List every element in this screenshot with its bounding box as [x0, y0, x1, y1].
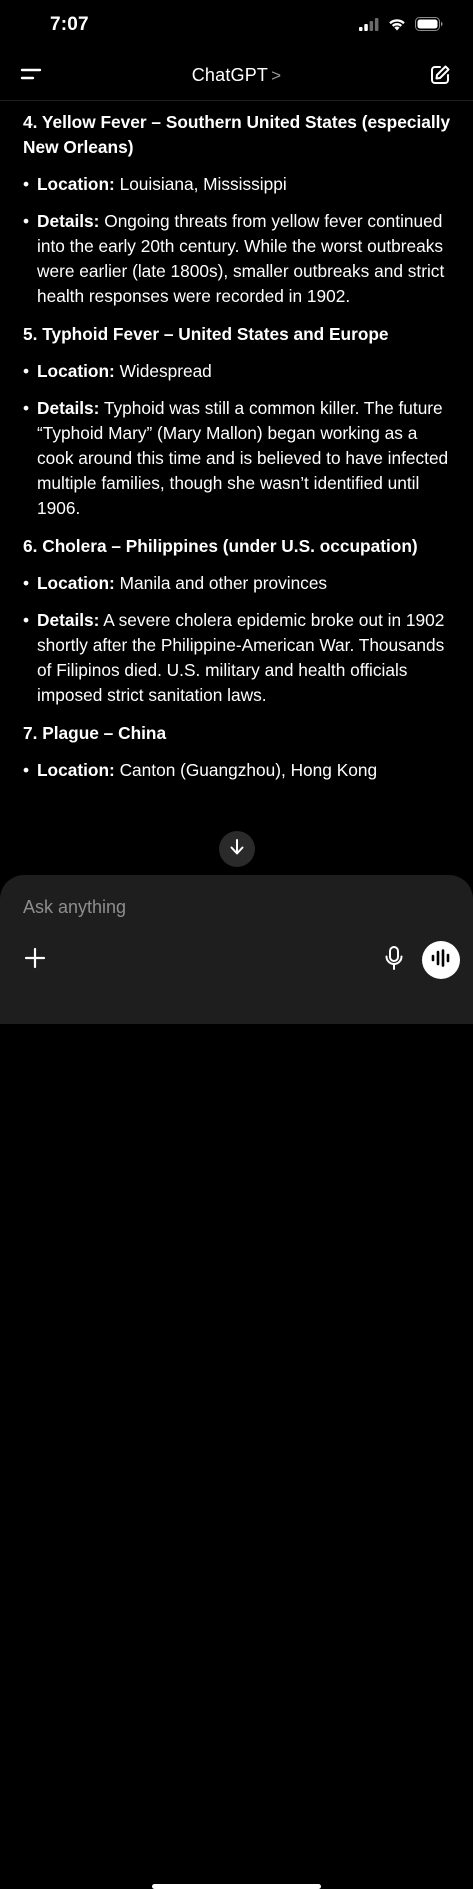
microphone-icon — [384, 945, 404, 976]
composer — [0, 875, 473, 1024]
status-icons — [359, 17, 443, 36]
bullet-label: Details: — [37, 398, 100, 418]
status-bar — [0, 0, 473, 52]
arrow-down-icon — [229, 838, 245, 861]
home-indicator[interactable] — [152, 1884, 321, 1889]
battery-icon — [415, 17, 443, 36]
message-input[interactable]: Ask anything — [23, 897, 127, 917]
list-item — [23, 608, 453, 708]
bullet-label: Details: — [37, 610, 100, 630]
plus-icon — [24, 947, 46, 974]
list-section — [23, 534, 453, 708]
bullet-label: Location: — [37, 573, 115, 593]
bullet-label: Details: — [37, 211, 100, 231]
compose-icon — [429, 64, 451, 91]
bullet-text: Manila and other provinces — [119, 573, 328, 593]
list-item — [23, 172, 453, 197]
section-title: 7. Plague – China — [23, 723, 167, 743]
list-item — [23, 758, 453, 783]
bullet-label: Location: — [37, 760, 115, 780]
bullet-text: Typhoid was still a common killer. The future “Typhoid Mary” (Mary Mallon) began working as a cook around this time and is believed to have infected multiple families, though she wasn’t identified until 1906. — [37, 398, 449, 518]
list-item — [23, 396, 453, 521]
bullet-label: Location: — [37, 361, 115, 381]
bullet-text: Louisiana, Mississippi — [119, 174, 287, 194]
assistant-message — [23, 110, 453, 796]
bullet-text: A severe cholera epidemic broke out in 1902 shortly after the Philippine-American War. Thousands of Filipinos died. U.S. military and health officials imposed strict sanitation laws. — [37, 610, 445, 705]
dictate-button[interactable] — [380, 945, 408, 975]
section-title: 5. Typhoid Fever – United States and Europe — [23, 324, 389, 344]
list-section — [23, 110, 453, 309]
page-title: ChatGPT — [191, 65, 269, 85]
attach-button[interactable] — [20, 945, 50, 975]
bullet-label: Location: — [37, 174, 115, 194]
nav-bar — [0, 52, 473, 101]
section-title: 6. Cholera – Philippines (under U.S. occupation) — [23, 536, 418, 556]
section-title: 4. Yellow Fever – Southern United States (especially New Orleans) — [23, 112, 451, 157]
chevron-right-icon: > — [271, 66, 282, 85]
model-selector[interactable] — [0, 65, 473, 86]
wifi-icon — [388, 18, 406, 36]
list-section — [23, 721, 453, 783]
status-time: 7:07 — [50, 14, 89, 35]
list-item — [23, 359, 453, 384]
list-item — [23, 571, 453, 596]
bullet-text: Widespread — [119, 361, 212, 381]
voice-mode-button[interactable] — [422, 941, 460, 979]
list-section — [23, 322, 453, 521]
voice-waveform-icon — [430, 949, 452, 972]
signal-icon — [359, 18, 379, 36]
bullet-text: Canton (Guangzhou), Hong Kong — [119, 760, 378, 780]
list-item — [23, 209, 453, 309]
bullet-text: Ongoing threats from yellow fever continued into the early 20th century. While the worst outbreaks were earlier (late 1800s), smaller outbreaks and strict health responses were recorded in 1902. — [37, 211, 445, 306]
new-chat-button[interactable] — [425, 63, 455, 91]
scroll-to-bottom-button[interactable] — [219, 831, 255, 867]
